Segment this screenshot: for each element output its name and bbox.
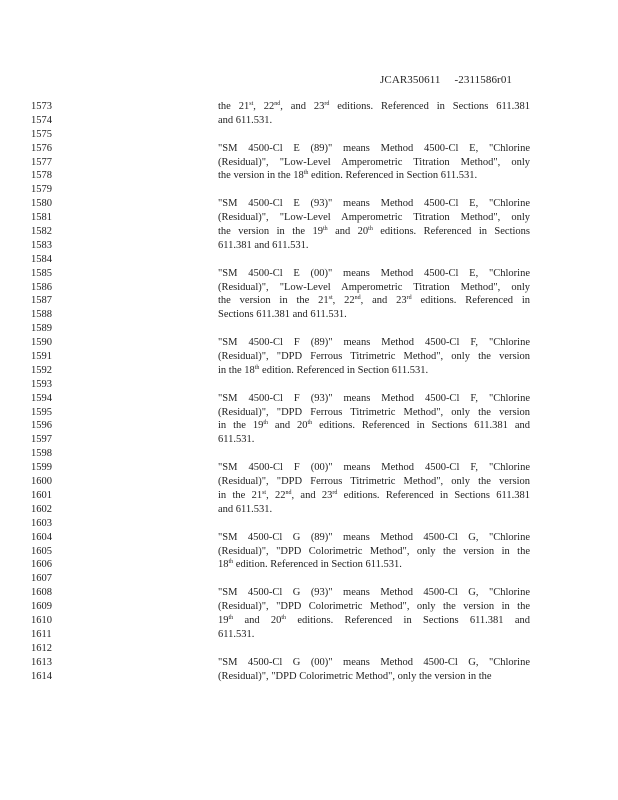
- definition-paragraph: [218, 197, 530, 253]
- definition-paragraph: [218, 531, 530, 573]
- text-line: "SM 4500-Cl E (89)" means Method 4500-Cl E, "Chlorine: [218, 142, 530, 154]
- line-number: 1583: [31, 239, 52, 251]
- text-line: Sections 611.381 and 611.531.: [218, 309, 347, 321]
- text-line: "SM 4500-Cl E (00)" means Method 4500-Cl E, "Chlorine: [218, 267, 530, 279]
- line-number: 1584: [31, 253, 52, 265]
- line-number: 1585: [31, 267, 52, 279]
- text-line: 611.381 and 611.531.: [218, 239, 309, 251]
- document-code: JCAR350611: [380, 74, 441, 86]
- document-header: [380, 74, 512, 86]
- line-number: 1590: [31, 337, 52, 349]
- line-number: 1613: [31, 656, 52, 668]
- line-number: 1598: [31, 448, 52, 460]
- line-number: 1579: [31, 184, 52, 196]
- line-number: 1612: [31, 642, 52, 654]
- line-number: 1600: [31, 476, 52, 488]
- text-line: "SM 4500-Cl F (00)" means Method 4500-Cl F, "Chlorine: [218, 462, 530, 474]
- definition-paragraph: [218, 336, 530, 378]
- text-line: "SM 4500-Cl E (93)" means Method 4500-Cl E, "Chlorine: [218, 198, 530, 210]
- line-number: 1601: [31, 489, 52, 501]
- line-number: 1602: [31, 503, 52, 515]
- definition-paragraph: [218, 100, 530, 128]
- text-line: the version in the 19th and 20th editions. Referenced in Sections: [218, 226, 530, 238]
- line-number: 1582: [31, 226, 52, 238]
- line-number: 1605: [31, 545, 52, 557]
- text-line: 19th and 20th editions. Referenced in Sections 611.381 and: [218, 614, 530, 626]
- line-number: 1606: [31, 559, 52, 571]
- text-line: "SM 4500-Cl F (93)" means Method 4500-Cl F, "Chlorine: [218, 392, 530, 404]
- text-line: 611.531.: [218, 628, 255, 640]
- text-line: (Residual)", "Low-Level Amperometric Titration Method", only: [218, 212, 530, 224]
- line-number: 1596: [31, 420, 52, 432]
- line-number: 1595: [31, 406, 52, 418]
- text-line: (Residual)", "DPD Colorimetric Method", only the version in the: [218, 601, 530, 613]
- definition-paragraph: [218, 461, 530, 517]
- line-number: 1587: [31, 295, 52, 307]
- text-line: and 611.531.: [218, 503, 273, 515]
- text-line: (Residual)", "DPD Ferrous Titrimetric Method", only the version: [218, 351, 530, 363]
- text-line: the version in the 18th edition. Referenced in Section 611.531.: [218, 170, 478, 182]
- text-line: 18th edition. Referenced in Section 611.531.: [218, 559, 402, 571]
- definition-paragraph: [218, 142, 530, 184]
- line-number: 1604: [31, 531, 52, 543]
- text-line: the 21st, 22nd, and 23rd editions. Referenced in Sections 611.381: [218, 101, 530, 112]
- text-line: "SM 4500-Cl G (93)" means Method 4500-Cl G, "Chlorine: [218, 587, 530, 599]
- line-number: 1578: [31, 170, 52, 182]
- document-revision: -2311586r01: [454, 74, 513, 86]
- line-number: 1586: [31, 281, 52, 293]
- line-number: 1611: [31, 628, 52, 640]
- text-line: (Residual)", "Low-Level Amperometric Titration Method", only: [218, 281, 530, 293]
- definition-paragraph: [218, 586, 530, 642]
- line-number-column: [31, 100, 71, 683]
- line-number: 1610: [31, 614, 52, 626]
- line-number: 1593: [31, 378, 52, 390]
- line-number: 1609: [31, 601, 52, 613]
- text-line: in the 18th edition. Referenced in Section 611.531.: [218, 364, 429, 376]
- definition-paragraph: [218, 267, 530, 323]
- line-number: 1588: [31, 309, 52, 321]
- line-number: 1614: [31, 670, 52, 682]
- text-line: (Residual)", "DPD Colorimetric Method", only the version in the: [218, 545, 530, 557]
- line-number: 1580: [31, 198, 52, 210]
- text-line: (Residual)", "DPD Colorimetric Method", only the version in the: [218, 670, 492, 682]
- line-number: 1573: [31, 101, 52, 112]
- line-number: 1591: [31, 351, 52, 363]
- definition-paragraph: [218, 656, 530, 684]
- line-number: 1592: [31, 364, 52, 376]
- line-number: 1608: [31, 587, 52, 599]
- text-line: and 611.531.: [218, 114, 273, 126]
- line-number: 1576: [31, 142, 52, 154]
- text-line: (Residual)", "DPD Ferrous Titrimetric Method", only the version: [218, 406, 530, 418]
- definition-paragraph: [218, 392, 530, 448]
- line-number: 1599: [31, 462, 52, 474]
- text-line: (Residual)", "Low-Level Amperometric Titration Method", only: [218, 156, 530, 168]
- document-body: [218, 100, 530, 697]
- line-number: 1603: [31, 517, 52, 529]
- line-number: 1577: [31, 156, 52, 168]
- text-line: "SM 4500-Cl F (89)" means Method 4500-Cl F, "Chlorine: [218, 337, 530, 349]
- text-line: (Residual)", "DPD Ferrous Titrimetric Method", only the version: [218, 476, 530, 488]
- line-number: 1581: [31, 212, 52, 224]
- line-number: 1589: [31, 323, 52, 335]
- text-line: "SM 4500-Cl G (89)" means Method 4500-Cl G, "Chlorine: [218, 531, 530, 543]
- line-number: 1594: [31, 392, 52, 404]
- line-number: 1575: [31, 128, 52, 140]
- line-number: 1607: [31, 573, 52, 585]
- text-line: in the 21st, 22nd, and 23rd editions. Referenced in Sections 611.381: [218, 489, 530, 501]
- line-number: 1597: [31, 434, 52, 446]
- text-line: in the 19th and 20th editions. Referenced in Sections 611.381 and: [218, 420, 530, 432]
- line-number: 1574: [31, 114, 52, 126]
- text-line: 611.531.: [218, 434, 255, 446]
- text-line: "SM 4500-Cl G (00)" means Method 4500-Cl G, "Chlorine: [218, 656, 530, 668]
- text-line: the version in the 21st, 22nd, and 23rd editions. Referenced in: [218, 295, 530, 307]
